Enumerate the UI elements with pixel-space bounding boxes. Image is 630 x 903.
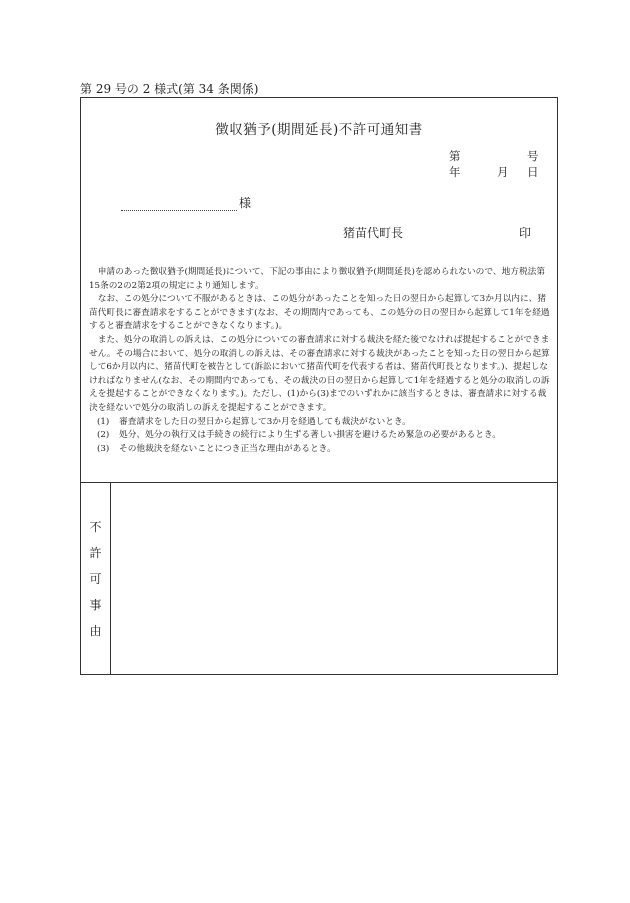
reason-label-char: 事 [89, 598, 102, 612]
body-paragraph: また、処分の取消しの訴えは、この処分についての審査請求に対する裁決を経た後でなければ提起することができません。その場合において、処分の取消しの訴えは、その審査請求に対する裁決があったことを知った日の翌日から起算して6か月以内に、猪苗代町を被告として(訴訟において猪苗代町を代表する者は、猪苗代町長となります。)、提起しなければなりません(なお、その期間内であっても、その裁決の日の翌日から起算して1年を経過すると処分の取消しの訴えを提起することができなくなります。)。ただし、(1)から(3)までのいずれかに該当するときは、審査請求に対する裁決を経ないで処分の取消しの訴えを提起することができます。 [89, 334, 550, 413]
form-number-label: 第 29 号の 2 様式(第 34 条関係) [80, 82, 259, 96]
seal-mark: 印 [519, 226, 532, 240]
notice-title: 徴収猶予(期間延長)不許可通知書 [215, 122, 423, 138]
list-item-number: (2) [97, 430, 110, 441]
list-item-number: (1) [97, 416, 110, 427]
list-item-text: 審査請求をした日の翌日から起算して3か月を経過しても裁決がないとき。 [119, 416, 411, 427]
reason-label-char: 許 [89, 546, 102, 560]
date-year-label: 年 [449, 165, 461, 179]
date-month-label: 月 [497, 165, 509, 179]
document-number-row [449, 148, 557, 164]
list-item [89, 429, 553, 443]
addressee [121, 194, 251, 211]
notice-body [89, 266, 553, 456]
list-item [89, 443, 553, 457]
doc-number-prefix: 第 [449, 149, 461, 163]
document-number-date [449, 148, 557, 180]
body-paragraph: なお、この処分について不服があるときは、この処分があったことを知った日の翌日から起算して3か月以内に、猪苗代町長に審査請求をすることができます(なお、その期間内であっても、この処分の日の翌日から起算して1年を経過すると審査請求をすることができなくなります。)。 [89, 294, 550, 332]
doc-number-suffix: 号 [527, 149, 539, 163]
reason-label-cell [81, 482, 111, 674]
issuer-name: 猪苗代町長 [343, 226, 404, 240]
list-item-text: その他裁決を経ないことにつき正当な理由があるとき。 [119, 443, 336, 454]
reason-label [81, 518, 110, 648]
reason-label-char: 由 [89, 624, 102, 638]
notice-upper-section [81, 98, 557, 483]
addressee-name-line [121, 198, 237, 211]
list-item-text: 処分、処分の執行又は手続きの続行により生ずる著しい損害を避けるため緊急の必要があるとき。 [119, 430, 501, 441]
body-paragraph: 申請のあった徴収猶予(期間延長)について、下記の事由により徴収猶予(期間延長)を認められないので、地方税法第15条の2の2第2項の規定により通知します。 [89, 267, 546, 291]
reason-label-char: 可 [89, 572, 102, 586]
reason-label-char: 不 [89, 520, 102, 534]
list-item-number: (3) [97, 443, 110, 454]
list-item [89, 416, 553, 430]
reason-section [81, 482, 557, 674]
document-date-row [449, 164, 557, 180]
notice-form [80, 97, 558, 675]
date-day-label: 日 [527, 165, 539, 179]
reason-content-area [111, 482, 557, 674]
addressee-honorific: 様 [239, 196, 252, 210]
